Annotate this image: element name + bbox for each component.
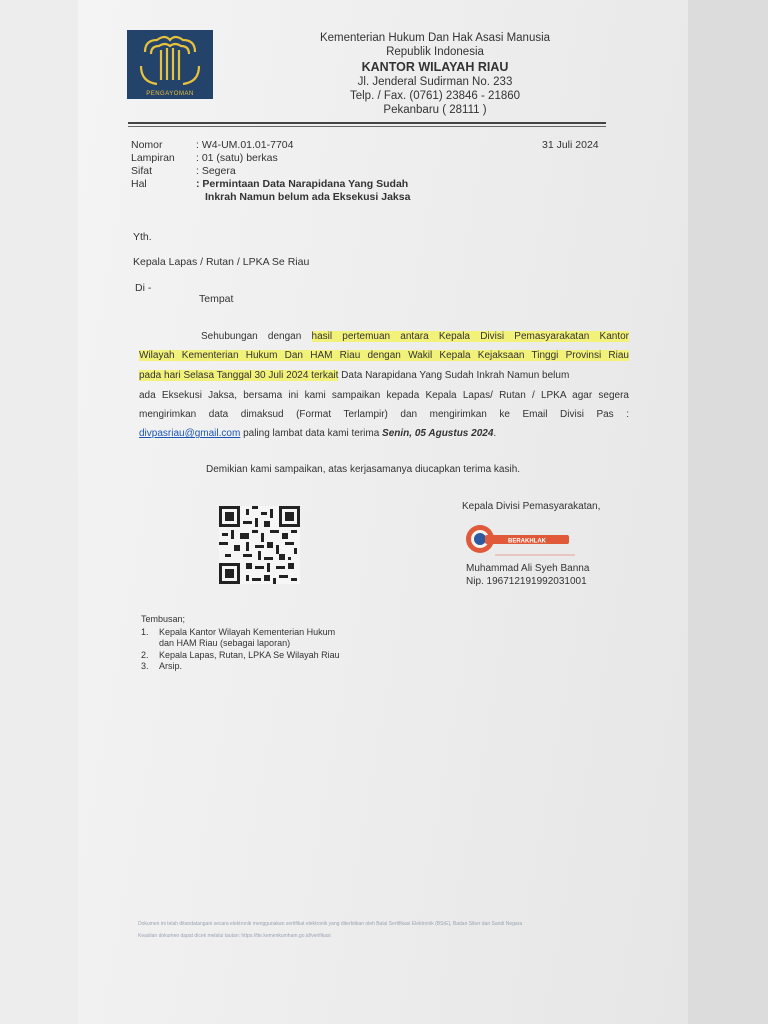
- country-name: Republik Indonesia: [386, 46, 484, 58]
- body-line-2: Wilayah Kementerian Hukum Dan HAM Riau dengan Wakil Kepala Kejaksaan Tinggi Provinsi Riau: [139, 350, 629, 361]
- body-line-6-mid: paling lambat data kami terima: [240, 428, 383, 439]
- hal-label: Hal: [131, 178, 147, 190]
- tembusan-item-1: Kepala Kantor Wilayah Kementerian Hukum: [159, 627, 336, 637]
- body-line-6: [139, 428, 496, 439]
- pengayoman-tree-icon: [127, 30, 213, 90]
- ministry-name: Kementerian Hukum Dan Hak Asasi Manusia: [319, 32, 551, 44]
- tembusan-item-3-num: 3.: [141, 661, 149, 671]
- nomor-label: Nomor: [131, 139, 163, 151]
- footer-line-2: Keaslian dokumen dapat dicek melalui tautan: https://tte.kemenkumham.go.id/verifikasi: [138, 933, 331, 939]
- body-line-3b: Data Narapidana Yang Sudah Inkrah Namun belum: [338, 370, 570, 381]
- body-period: .: [493, 428, 497, 439]
- stamp-text: BERAKHLAK: [508, 538, 546, 545]
- tempat-text: Tempat: [199, 293, 234, 305]
- body-line-1a: Sehubungan dengan: [201, 331, 312, 342]
- signatory-name: Muhammad Ali Syeh Banna: [466, 563, 590, 574]
- berakhlak-stamp: [463, 522, 583, 560]
- closing-text: Demikian kami sampaikan, atas kerjasamanya diucapkan terima kasih.: [206, 464, 521, 475]
- tembusan-item-2: Kepala Lapas, Rutan, LPKA Se Wilayah Riau: [159, 650, 340, 660]
- sifat-label: Sifat: [131, 165, 153, 177]
- email-link[interactable]: divpasriau@gmail.com: [139, 428, 241, 439]
- deadline-date: Senin, 05 Agustus 2024: [382, 428, 494, 439]
- body-line-3a: pada hari Selasa Tanggal 30 Juli 2024 terkait: [139, 370, 339, 381]
- tembusan-title: Tembusan;: [141, 614, 186, 624]
- body-line-1: [139, 331, 629, 342]
- tembusan-item-1-num: 1.: [141, 627, 149, 637]
- body-line-4: ada Eksekusi Jaksa, bersama ini kami sampaikan kepada Kepala Lapas/ Rutan / LPKA agar segera: [139, 390, 629, 401]
- recipient: Kepala Lapas / Rutan / LPKA Se Riau: [133, 256, 310, 268]
- body-line-5: mengirimkan data dimaksud (Format Terlampir) dan mengirimkan ke Email Divisi Pas :: [139, 409, 629, 420]
- tembusan-item-1-cont: dan HAM Riau (sebagai laporan): [159, 638, 291, 648]
- office-phone: Telp. / Fax. (0761) 23846 - 21860: [349, 90, 521, 102]
- sifat-value: : Segera: [196, 165, 236, 177]
- qr-code: [219, 506, 300, 584]
- ministry-logo: [127, 30, 213, 99]
- office-address: Jl. Jenderal Sudirman No. 233: [357, 76, 513, 88]
- office-city: Pekanbaru ( 28111 ): [383, 104, 487, 116]
- logo-text: PENGAYOMAN: [146, 91, 194, 97]
- footer-line-1: Dokumen ini telah ditandatangani secara elektronik menggunakan sertifikat elektronik yang diterbitkan oleh Balai Sertifikasi Elektronik (BSrE), Badan Siber dan Sandi Negara: [138, 921, 523, 927]
- nomor-value: : W4-UM.01.01-7704: [196, 139, 294, 151]
- body-line-3: [139, 370, 569, 381]
- di-text: Di -: [135, 282, 152, 294]
- lampiran-label: Lampiran: [131, 152, 175, 164]
- letter-date: 31 Juli 2024: [542, 139, 599, 151]
- yth-text: Yth.: [133, 231, 152, 243]
- signatory-nip: Nip. 196712191992031001: [466, 576, 587, 587]
- tembusan-item-2-num: 2.: [141, 650, 149, 660]
- tembusan-item-3: Arsip.: [159, 661, 183, 671]
- letterhead-rule-thin: [128, 126, 606, 127]
- body-line-1b: hasil pertemuan antara Kepala Divisi Pemasyarakatan Kantor: [311, 331, 629, 342]
- signature-position: Kepala Divisi Pemasyarakatan,: [462, 501, 601, 512]
- lampiran-value: : 01 (satu) berkas: [196, 152, 278, 164]
- background-right: [688, 0, 768, 1024]
- hal-value-line1: : Permintaan Data Narapidana Yang Sudah: [196, 178, 409, 190]
- hal-value-line2: Inkrah Namun belum ada Eksekusi Jaksa: [205, 191, 411, 203]
- background-left: [0, 0, 78, 1024]
- letterhead-rule-thick: [128, 122, 606, 124]
- office-name: KANTOR WILAYAH RIAU: [361, 60, 509, 74]
